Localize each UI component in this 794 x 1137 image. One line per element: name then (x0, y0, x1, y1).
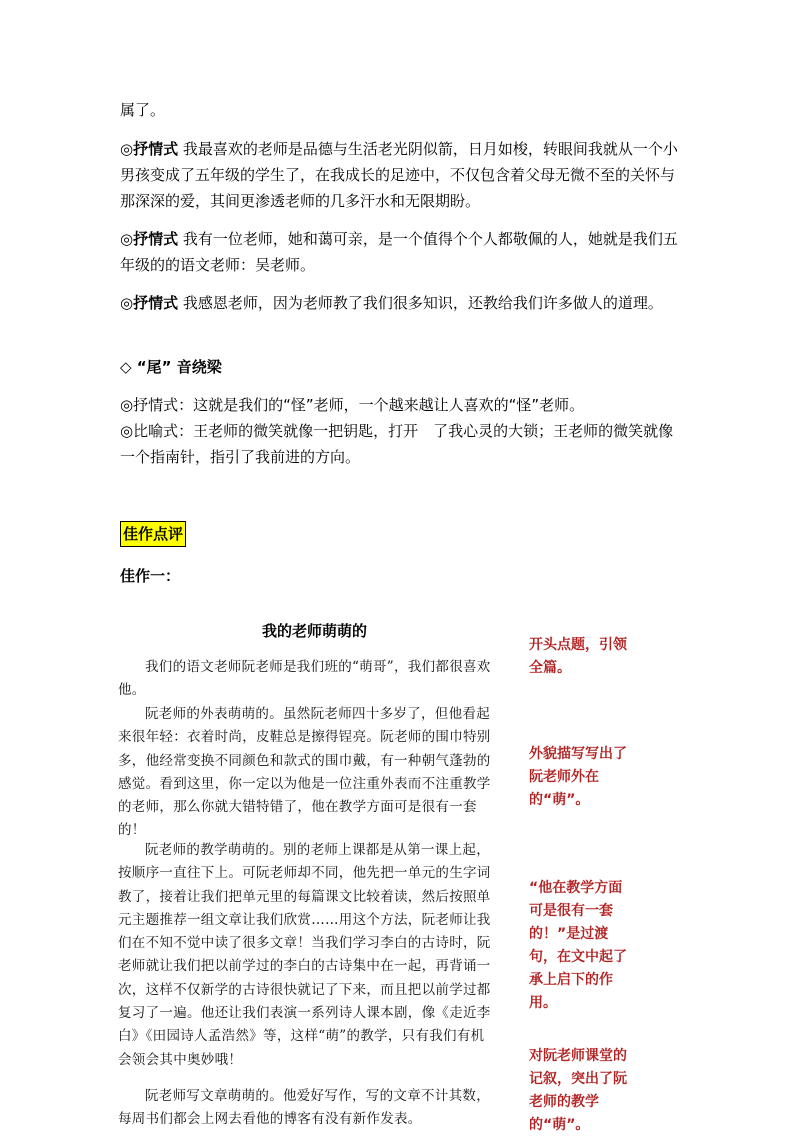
essay-title: 我的老师萌萌的 (262, 622, 368, 640)
paragraph-metaphor-ending: ◎比喻式：王老师的微笑就像一把钥匙，打开 了我心灵的大锁；王老师的微笑就像一个指南针，指引了我前进的方向。 (120, 422, 674, 466)
paragraph-label: ◎抒情式 (120, 230, 179, 248)
paragraph-lyrical-2 (120, 226, 680, 278)
paragraph-label: ◎抒情式 (120, 294, 179, 312)
paragraph-continuation: 属了。 (120, 101, 166, 119)
comment-3: “他在教学方面可是很有一套的！”是过渡句，在文中起了承上启下的作用。 (529, 880, 627, 1011)
review-subtitle: 佳作一： (120, 567, 181, 585)
comment-1: 开头点题，引领全篇。 (529, 637, 627, 676)
paragraph-text: 我最喜欢的老师是品德与生活老光阴似箭，日月如梭，转眼间我就从一个小男孩变成了五年级的学生了，在我成长的足迹中，不仅包含着父母无微不至的关怀与那深深的爱，其间更渗透老师的几多汗水和无限期盼。 (120, 140, 678, 210)
review-badge: 佳作点评 (120, 521, 186, 547)
section-heading: ◇ “尾” 音绕梁 (120, 358, 222, 376)
essay-paragraph-2: 阮老师的外表萌萌的。虽然阮老师四十多岁了，但他看起来很年轻：衣着时尚，皮鞋总是擦得锃亮。阮老师的围巾特别多，他经常变换不同颜色和款式的围巾戴，有一种朝气蓬勃的感觉。看到这里，你一定以为他是一位注重外表而不注重教学的老师，那么你就大错特错了，他在教学方面可是很有一套的！ (118, 706, 491, 839)
paragraph-text: 我有一位老师，她和蔼可亲，是一个值得个个人都敬佩的人，她就是我们五年级的的语文老师：吴老师。 (120, 230, 678, 274)
paragraph-lyrical-1 (120, 136, 680, 214)
paragraph-label: ◎抒情式 (120, 140, 179, 158)
paragraph-text: 我感恩老师，因为老师教了我们很多知识，还教给我们许多做人的道理。 (178, 294, 663, 312)
essay-paragraph-4: 阮老师写文章萌萌的。他爱好写作，写的文章不计其数，每周书们都会上网去看他的博客有没有新作发表。 (118, 1088, 490, 1128)
paragraph-lyrical-3 (120, 290, 680, 316)
essay-paragraph-1: 我们的语文老师阮老师是我们班的“萌哥”，我们都很喜欢他。 (118, 659, 491, 699)
paragraph-lyrical-ending: ◎抒情式：这就是我们的“怪”老师，一个越来越让人喜欢的“怪”老师。 (120, 396, 585, 414)
essay-paragraph-3: 阮老师的教学萌萌的。别的老师上课都是从第一课上起，按顺序一直往下上。可阮老师却不同，他先把一单元的生字词教了，接着让我们把单元里的每篇课文比较着读，然后按照单元主题推荐一组文章让我们欣赏……用这个方法，阮老师让我们在不知不觉中读了很多文章！当我们学习李白的古诗时，阮老师就让我们把以前学过的李白的古诗集中在一起，再背诵一次，这样不仅新学的古诗很快就记了下来，而且把以前学过都复习了一遍。他还让我们表演一系列诗人课本剧，像《走近李白》《田园诗人孟浩然》等，这样“萌”的教学，只有我们有机会领会其中奥妙哦！ (118, 842, 491, 1068)
comment-4: 对阮老师课堂的记叙，突出了阮老师的教学的“萌”。 (529, 1048, 627, 1133)
comment-2: 外貌描写写出了阮老师外在的“萌”。 (529, 746, 627, 808)
